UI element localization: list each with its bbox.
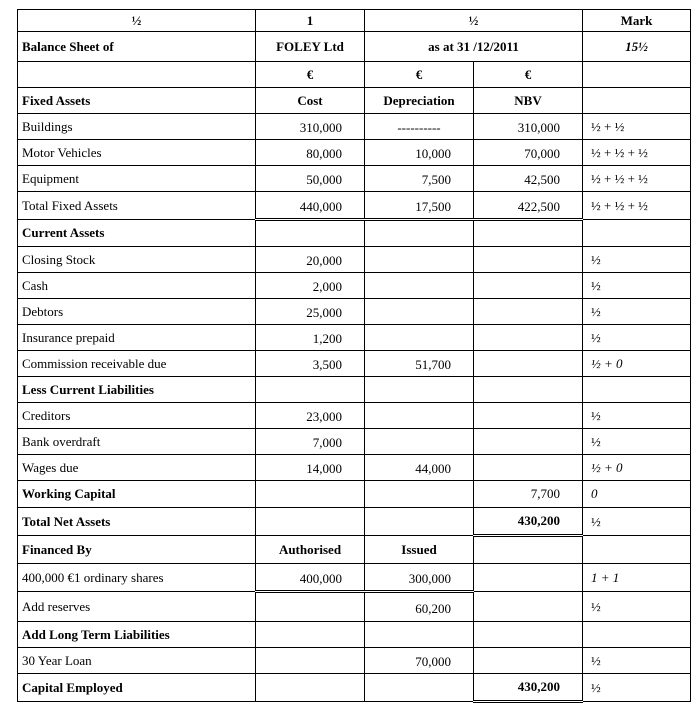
table-row [18,166,691,192]
current-liabilities-heading: Less Current Liabilities [18,377,256,403]
cost-value: 310,000 [256,114,365,140]
current-liabilities-heading-row [18,377,691,403]
long-term-liabilities-heading: Add Long Term Liabilities [18,622,256,648]
cost-value: 3,500 [256,351,365,377]
row-label: Insurance prepaid [18,325,256,351]
table-row [18,351,691,377]
mark-value: ½ [583,273,691,299]
total-net-assets-label: Total Net Assets [18,508,256,536]
mark-value: ½ [583,674,691,702]
table-row [18,429,691,455]
row-label: Equipment [18,166,256,192]
total-mark: 15½ [583,32,691,62]
header-mark-title: Mark [583,10,691,32]
reserves-row [18,592,691,622]
dep-value: ---------- [365,114,474,140]
mark-value: ½ [583,508,691,536]
balance-sheet-table [17,9,691,703]
capital-employed-row [18,674,691,702]
col-cost: Cost [256,88,365,114]
currency-nbv: € [474,62,583,88]
mark-value: ½ + 0 [583,351,691,377]
row-label: Buildings [18,114,256,140]
nbv-value: 422,500 [474,192,583,220]
currency-row [18,62,691,88]
header-mark-date: ½ [365,10,583,32]
table-row [18,247,691,273]
table-row [18,455,691,481]
row-label: Motor Vehicles [18,140,256,166]
row-label: Creditors [18,403,256,429]
table-row [18,299,691,325]
row-label: 30 Year Loan [18,648,256,674]
row-label: Closing Stock [18,247,256,273]
current-assets-heading-row [18,220,691,247]
cost-value: 50,000 [256,166,365,192]
table-row [18,403,691,429]
row-label: Wages due [18,455,256,481]
table-row [18,140,691,166]
header-row-title [18,32,691,62]
issued-value: 70,000 [365,648,474,674]
issued-value: 300,000 [365,564,474,592]
col-depreciation: Depreciation [365,88,474,114]
mark-value: ½ [583,648,691,674]
cost-value: 80,000 [256,140,365,166]
mark-value: ½ + ½ + ½ [583,192,691,220]
dep-value: 7,500 [365,166,474,192]
mark-value: ½ [583,325,691,351]
cost-value: 7,000 [256,429,365,455]
currency-dep: € [365,62,474,88]
header-row-marks [18,10,691,32]
nbv-value: 42,500 [474,166,583,192]
financed-by-heading: Financed By [18,536,256,564]
col-issued: Issued [365,536,474,564]
mark-value: ½ [583,403,691,429]
currency-cost: € [256,62,365,88]
header-mark-label: ½ [18,10,256,32]
title-label: Balance Sheet of [18,32,256,62]
capital-employed-label: Capital Employed [18,674,256,702]
dep-value: 51,700 [365,351,474,377]
row-label: Add reserves [18,592,256,622]
total-net-assets-value: 430,200 [474,508,583,536]
cost-value: 2,000 [256,273,365,299]
nbv-value: 310,000 [474,114,583,140]
mark-value: 1 + 1 [583,564,691,592]
mark-value: ½ + 0 [583,455,691,481]
capital-employed-value: 430,200 [474,674,583,702]
cost-value: 23,000 [256,403,365,429]
dep-value: 17,500 [365,192,474,220]
current-assets-heading: Current Assets [18,220,256,247]
mark-value: ½ + ½ + ½ [583,140,691,166]
mark-value: ½ [583,429,691,455]
cost-value: 20,000 [256,247,365,273]
authorised-value: 400,000 [256,564,365,592]
row-label: 400,000 €1 ordinary shares [18,564,256,592]
row-label: Bank overdraft [18,429,256,455]
row-label: Total Fixed Assets [18,192,256,220]
working-capital-row [18,481,691,508]
ltl-heading-row [18,622,691,648]
mark-value: 0 [583,481,691,508]
company-name: FOLEY Ltd [256,32,365,62]
table-row [18,114,691,140]
mark-value: ½ + ½ [583,114,691,140]
financed-by-row [18,536,691,564]
row-label: Commission receivable due [18,351,256,377]
fixed-assets-heading-row [18,88,691,114]
row-label: Debtors [18,299,256,325]
col-authorised: Authorised [256,536,365,564]
mark-value: ½ [583,592,691,622]
nbv-value: 70,000 [474,140,583,166]
working-capital-value: 7,700 [474,481,583,508]
loan-row [18,648,691,674]
total-net-assets-row [18,508,691,536]
row-label: Cash [18,273,256,299]
sheet-date: as at 31 /12/2011 [365,32,583,62]
header-mark-company: 1 [256,10,365,32]
cost-value: 1,200 [256,325,365,351]
shares-row [18,564,691,592]
table-row [18,325,691,351]
mark-value: ½ [583,247,691,273]
cost-value: 440,000 [256,192,365,220]
col-nbv: NBV [474,88,583,114]
issued-value: 60,200 [365,592,474,622]
table-row [18,273,691,299]
mark-value: ½ + ½ + ½ [583,166,691,192]
mark-value: ½ [583,299,691,325]
cost-value: 14,000 [256,455,365,481]
cost-value: 25,000 [256,299,365,325]
dep-value: 44,000 [365,455,474,481]
dep-value: 10,000 [365,140,474,166]
table-row [18,192,691,220]
working-capital-label: Working Capital [18,481,256,508]
fixed-assets-heading: Fixed Assets [18,88,256,114]
